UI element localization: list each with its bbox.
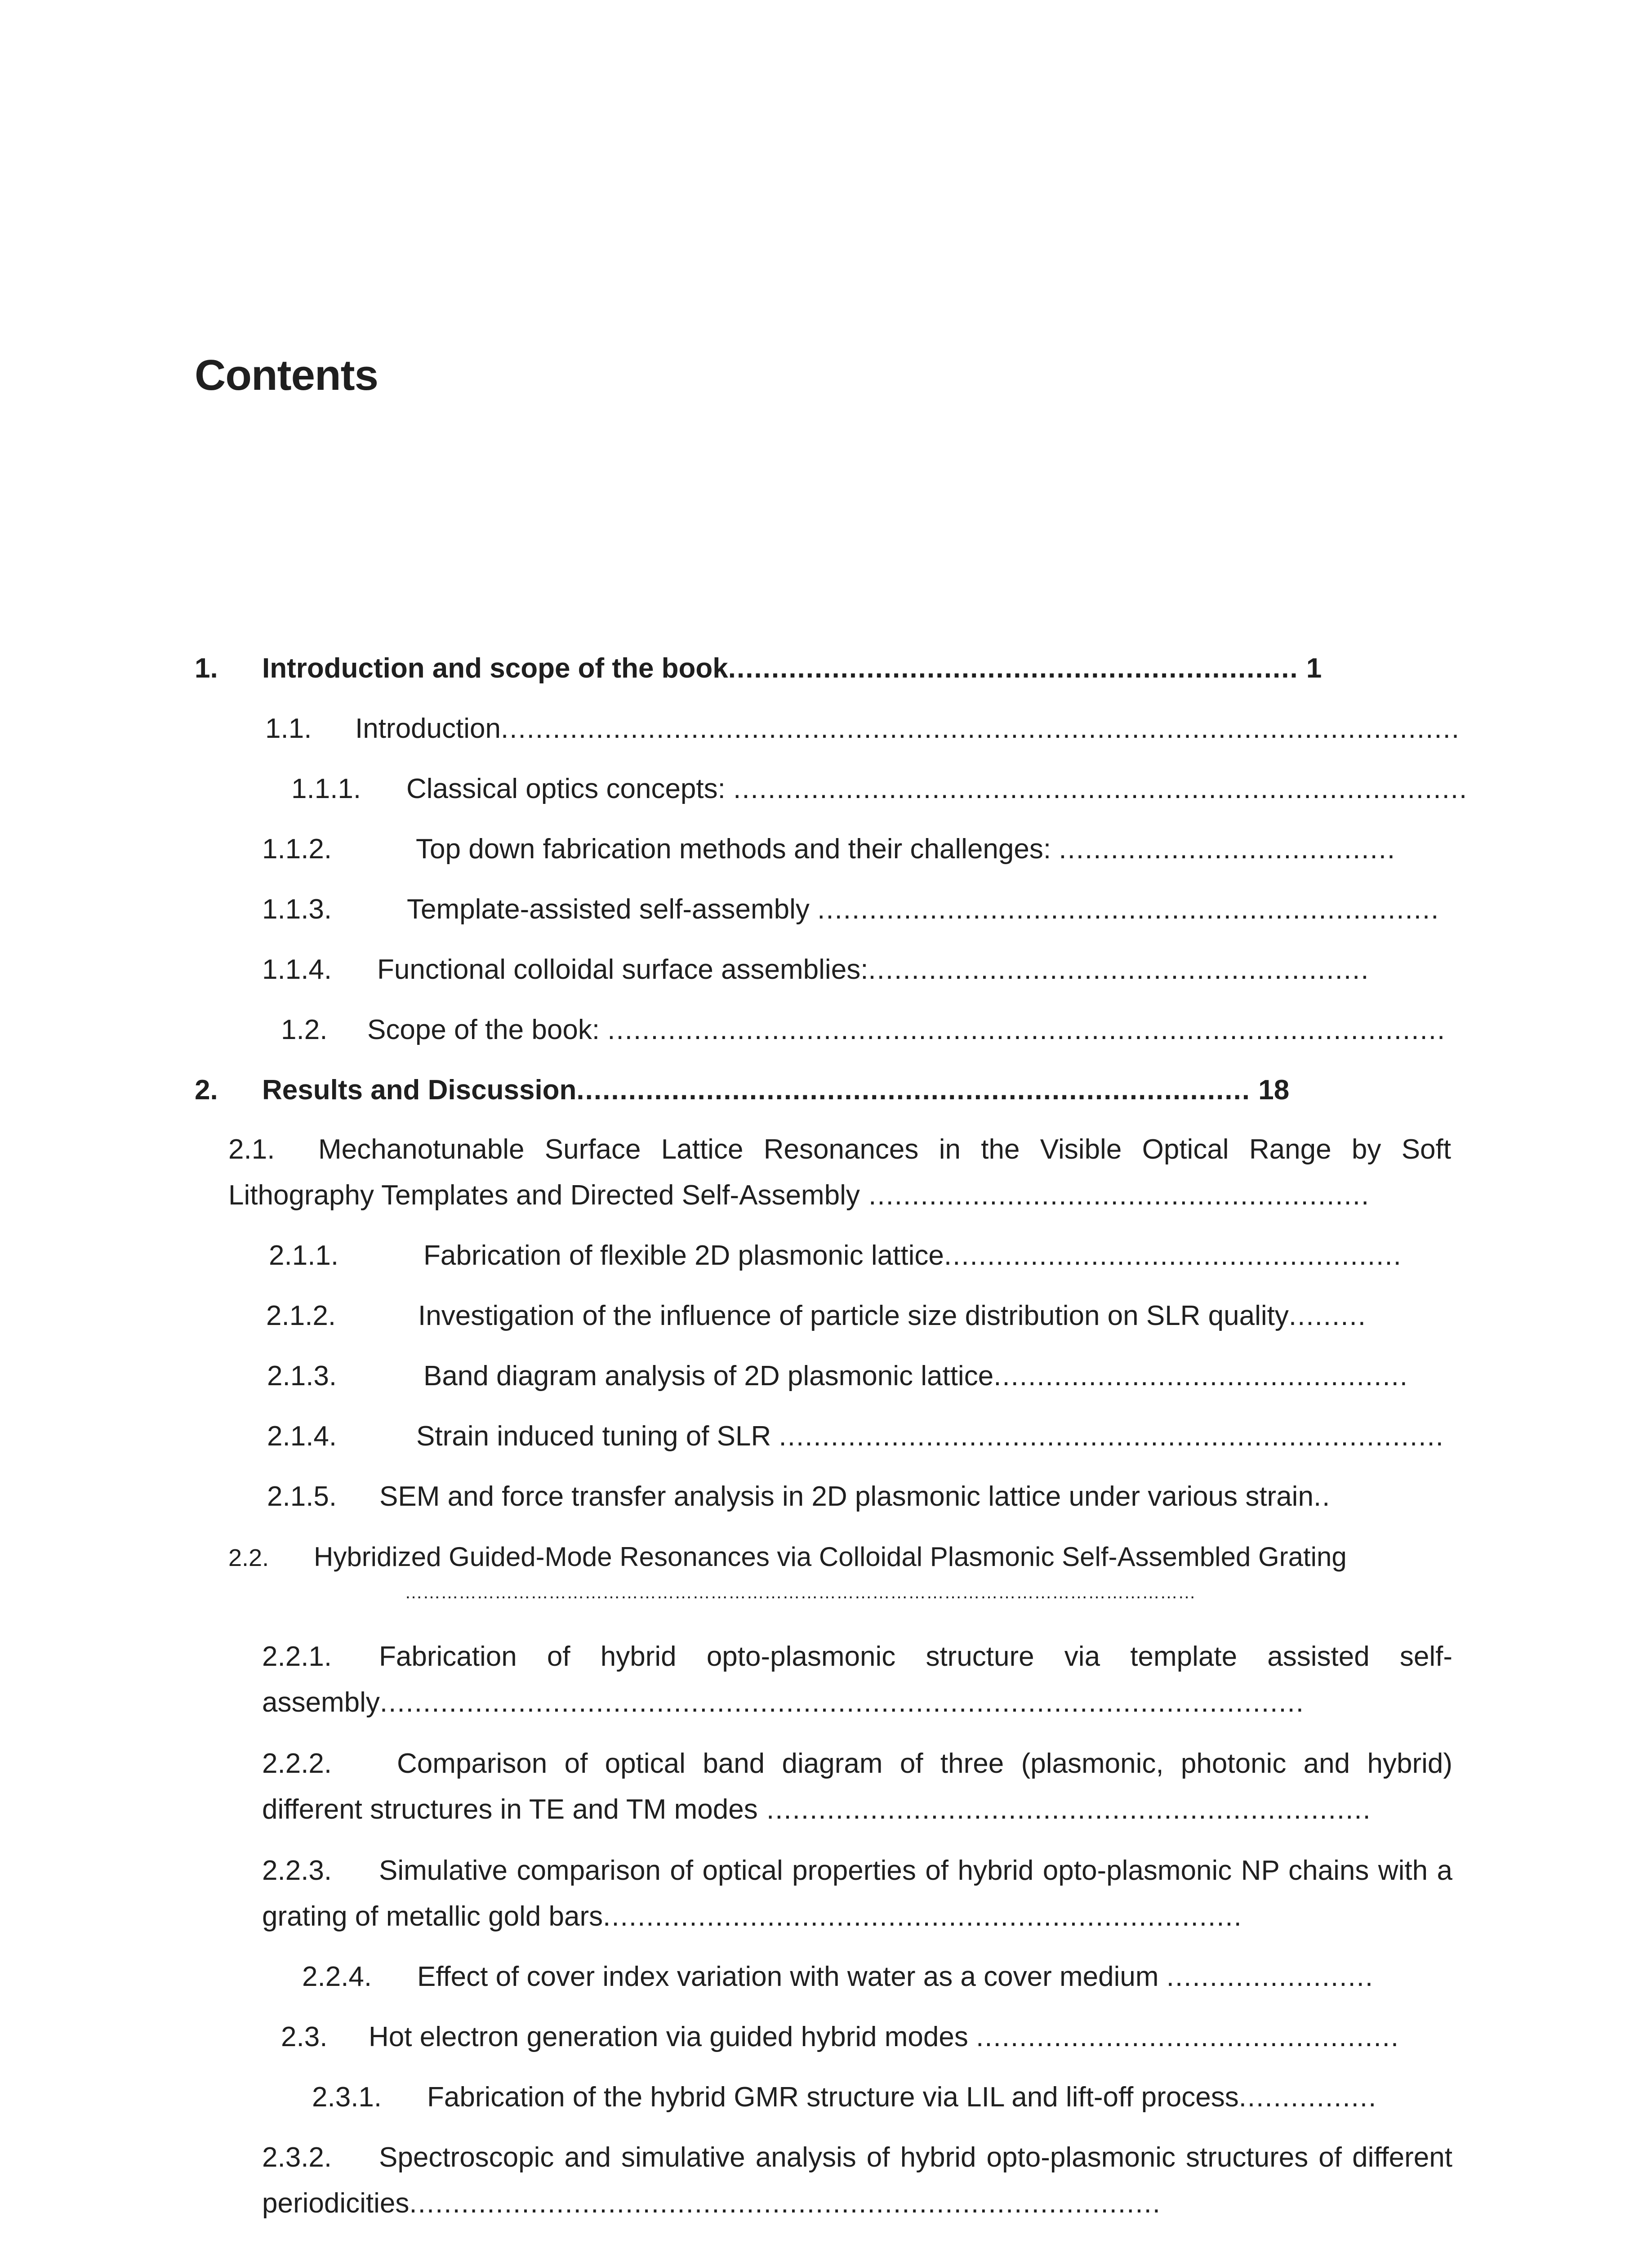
toc-entry-2-2-2[interactable]: [262, 1741, 1452, 1833]
toc-leader: .............................................................................: [779, 1421, 1444, 1452]
toc-entry-1-1-4[interactable]: [262, 947, 1370, 993]
toc-leader: ..: [1313, 1481, 1331, 1512]
toc-number: 1.1.: [265, 713, 312, 744]
toc-number: 2.2.2.: [262, 1748, 332, 1779]
toc-number: 2.2.3.: [262, 1855, 332, 1886]
toc-leader: .........: [1288, 1300, 1367, 1331]
toc-number: 2.1.2.: [266, 1300, 336, 1331]
toc-number: 2.: [195, 1075, 218, 1106]
toc-number: 1.1.2.: [262, 834, 332, 865]
toc-title: Classical optics concepts:: [406, 773, 726, 804]
toc-entry-2-1-1[interactable]: [269, 1233, 1402, 1279]
toc-number: 1.1.1.: [291, 773, 361, 804]
toc-leader: .....................................................................................: [733, 773, 1468, 804]
toc-title: Introduction and scope of the book: [262, 653, 728, 684]
toc-page-number: 18: [1258, 1075, 1290, 1106]
toc-title: Fabrication of the hybrid GMR structure via LIL and lift-off process: [427, 2082, 1239, 2113]
toc-leader: ................................................: [993, 1360, 1409, 1392]
toc-leader: ........................: [1166, 1961, 1374, 1992]
toc-entry-2-1-4[interactable]: [267, 1414, 1444, 1459]
toc-entry-1-1-2[interactable]: [262, 826, 1396, 872]
toc-number: 2.1.3.: [267, 1360, 337, 1392]
toc-title: Strain induced tuning of SLR: [416, 1421, 771, 1452]
toc-entry-2-2[interactable]: [228, 1534, 1347, 1581]
toc-entry-2-1[interactable]: [228, 1127, 1451, 1218]
toc-title: Band diagram analysis of 2D plasmonic lattice: [423, 1360, 994, 1392]
toc-leader: ……………………………………………………………………………………………………………………: [405, 1583, 1196, 1602]
toc-entry-2-3-1[interactable]: [312, 2074, 1377, 2120]
toc-entry-2-2-1[interactable]: [262, 1634, 1452, 1726]
toc-number: 2.2.: [228, 1544, 269, 1571]
toc-entry-2-1-3[interactable]: [267, 1353, 1408, 1399]
toc-leader: .................................................................................................: [607, 1014, 1446, 1045]
toc-title: Comparison of optical band diagram of three (plasmonic, photonic and hybrid) different structures in TE and TM modes: [262, 1748, 1452, 1825]
toc-title: SEM and force transfer analysis in 2D plasmonic lattice under various strain: [379, 1481, 1314, 1512]
toc-entry-2-3-2[interactable]: [262, 2135, 1452, 2226]
toc-leader: ................: [1238, 2082, 1377, 2113]
toc-title: Spectroscopic and simulative analysis of hybrid opto-plasmonic structures of different periodicities: [262, 2142, 1452, 2219]
toc-leader: ..........................................................: [868, 954, 1370, 985]
toc-entry-2-3[interactable]: [281, 2014, 1399, 2060]
toc-leader: ..............................................................................: [576, 1075, 1251, 1106]
toc-title: Introduction: [355, 713, 501, 744]
toc-leader: ...........................................................................................................: [379, 1687, 1305, 1718]
toc-title: Hot electron generation via guided hybrid modes: [369, 2021, 968, 2052]
toc-leader: ..................................................................: [728, 653, 1299, 684]
toc-title: Mechanotunable Surface Lattice Resonances in the Visible Optical Range by Soft Lithography Templates and Directed Self-Assembly: [228, 1134, 1451, 1211]
toc-title: Functional colloidal surface assemblies:: [377, 954, 868, 985]
page-title: Contents: [195, 351, 378, 399]
toc-number: 2.1.5.: [267, 1481, 337, 1512]
toc-title: Template-assisted self-assembly: [407, 894, 810, 925]
toc-number: 1.: [195, 653, 218, 684]
toc-number: 2.3.2.: [262, 2142, 332, 2173]
toc-title: Effect of cover index variation with water as a cover medium: [417, 1961, 1159, 1992]
toc-entry-1-1-1[interactable]: [291, 766, 1468, 812]
toc-number: 2.1.: [228, 1134, 275, 1165]
toc-number: 1.2.: [281, 1014, 328, 1045]
toc-title: Top down fabrication methods and their challenges:: [416, 834, 1051, 865]
toc-number: 2.3.1.: [312, 2082, 382, 2113]
toc-number: 2.1.4.: [267, 1421, 337, 1452]
toc-title: Scope of the book:: [367, 1014, 600, 1045]
toc-leader: .................................................: [976, 2021, 1400, 2052]
toc-title: Hybridized Guided-Mode Resonances via Colloidal Plasmonic Self-Assembled Grating: [314, 1542, 1347, 1572]
toc-entry-2-1-2[interactable]: [266, 1293, 1367, 1339]
toc-number: 1.1.4.: [262, 954, 332, 985]
toc-entry-2-2-4[interactable]: [302, 1954, 1374, 2000]
toc-number: 2.3.: [281, 2021, 328, 2052]
toc-page-number: 1: [1306, 653, 1322, 684]
toc-leader: .....................................................: [944, 1240, 1402, 1271]
toc-leader: .......................................: [1059, 834, 1396, 865]
toc-number: 2.2.4.: [302, 1961, 372, 1992]
toc-entry-1-1-3[interactable]: [262, 887, 1439, 932]
toc-leader: .......................................................................................: [409, 2188, 1162, 2219]
toc-number: 1.1.3.: [262, 894, 332, 925]
toc-leader: ......................................................................: [757, 1794, 1371, 1825]
toc-entry-1-2[interactable]: [281, 1007, 1446, 1053]
toc-entry-2-2-3[interactable]: [262, 1848, 1452, 1940]
toc-leader: ..........................................................: [859, 1180, 1370, 1211]
toc-leader: ...............................................................................................................: [501, 713, 1461, 744]
toc-leader: ........................................................................: [817, 894, 1440, 925]
toc-entry-chapter-1[interactable]: [195, 646, 1322, 691]
toc-title: Fabrication of flexible 2D plasmonic lattice: [423, 1240, 944, 1271]
toc-number: 2.1.1.: [269, 1240, 339, 1271]
toc-title: Investigation of the influence of particle size distribution on SLR quality: [418, 1300, 1289, 1331]
toc-entry-2-1-5[interactable]: [267, 1474, 1331, 1520]
toc-leader-line: [405, 1579, 1196, 1606]
toc-title: Simulative comparison of optical properties of hybrid opto-plasmonic NP chains with a grating of metallic gold bars: [262, 1855, 1452, 1932]
toc-title: Results and Discussion: [262, 1075, 577, 1106]
toc-title: Fabrication of hybrid opto-plasmonic structure via template assisted self-assembly: [262, 1641, 1452, 1718]
toc-entry-1-1[interactable]: [265, 706, 1460, 752]
toc-leader: ..........................................................................: [603, 1901, 1242, 1932]
toc-number: 2.2.1.: [262, 1641, 332, 1672]
toc-entry-chapter-2[interactable]: [195, 1067, 1289, 1113]
